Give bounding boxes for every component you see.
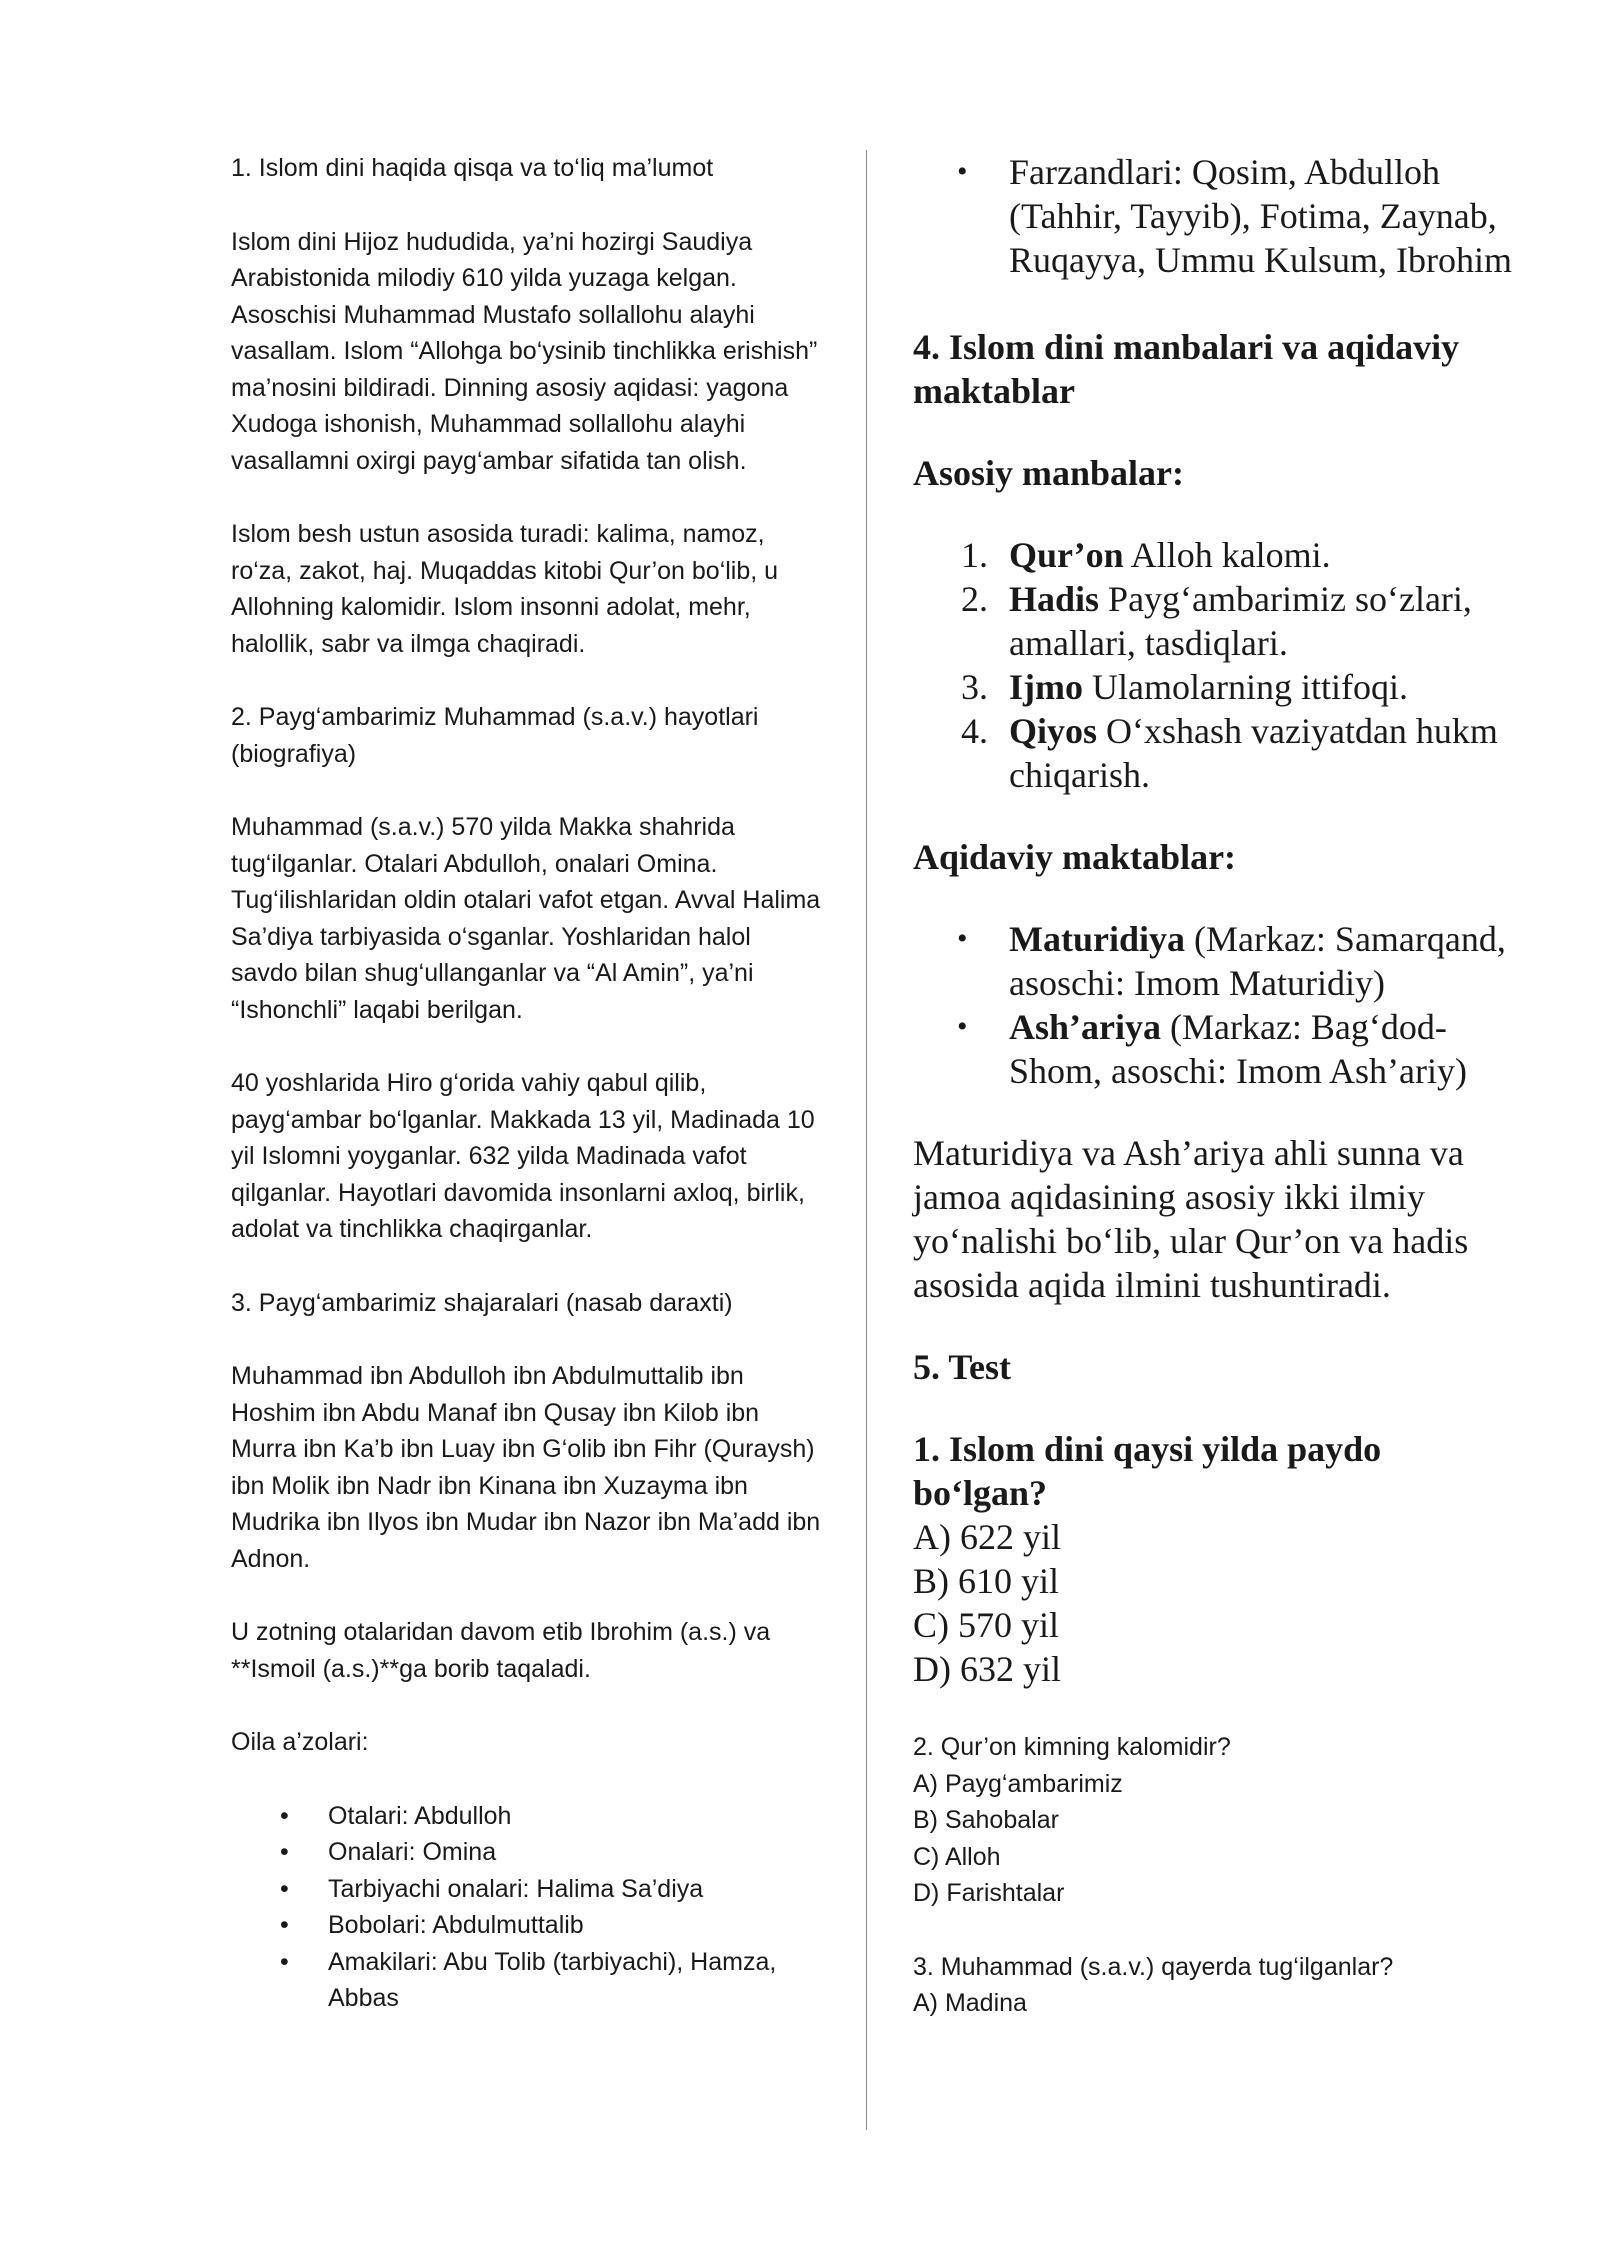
list-item: • Otalari: Abdulloh <box>231 1798 821 1835</box>
schools-list <box>913 917 1523 1093</box>
question-1-options <box>913 1515 1523 1691</box>
list-number: 1. <box>961 535 988 575</box>
section-1-heading: 1. Islom dini haqida qisqa va to‘liq ma’lumot <box>231 154 714 182</box>
list-item <box>913 917 1523 1005</box>
source-description: Alloh kalomi. <box>1123 535 1331 575</box>
question-3-block <box>913 1949 1523 2022</box>
list-number: 2. <box>961 579 988 619</box>
schools-heading: Aqidaviy maktablar: <box>913 837 1237 877</box>
source-name: Ijmo <box>1009 667 1083 707</box>
islam-intro-paragraph: Islom dini Hijoz hududida, ya’ni hozirgi Saudiya Arabistonida milodiy 610 yilda yuzaga kelgan. Asoschisi Muhammad Mustafo sollallohu alayhi vasallam. Islom “Allohga bo‘ysinib tinchlikka erishish” ma’nosini bildiradi. Dinning asosiy aqidasi: yagona Xudoga ishonish, Muhammad sollallohu alayhi vasallamni oxirgi payg‘ambar sifatida tan olish. <box>231 227 818 475</box>
source-name: Qiyos <box>1009 711 1098 751</box>
source-name: Qur’on <box>1009 535 1124 575</box>
list-item <box>913 533 1523 577</box>
school-name: Ash’ariya <box>1009 1007 1161 1047</box>
left-column <box>231 150 821 2017</box>
list-item <box>913 709 1523 797</box>
five-pillars-paragraph: Islom besh ustun asosida turadi: kalima, namoz, ro‘za, zakot, haj. Muqaddas kitobi Qur’on bo‘lib, u Allohning kalomidir. Islom insonni adolat, mehr, halollik, sabr va ilmga chaqiradi. <box>231 520 779 658</box>
answer-option: D) 632 yil <box>913 1649 1061 1689</box>
list-item <box>913 577 1523 665</box>
answer-option: D) Farishtalar <box>913 1879 1065 1907</box>
list-number: 3. <box>961 667 988 707</box>
answer-option: A) Payg‘ambarimiz <box>913 1769 1123 1798</box>
children-list <box>913 150 1523 282</box>
section-4-heading: 4. Islom dini manbalari va aqidaviy maktablar <box>913 327 1460 411</box>
question-1: 1. Islom dini qaysi yilda paydo bo‘lgan? <box>913 1429 1382 1513</box>
list-item: • Farzandlari: Qosim, Abdulloh (Tahhir, Tayyib), Fotima, Zaynab, Ruqayya, Ummu Kulsum, Ibrohim <box>913 150 1523 282</box>
list-item: • Bobolari: Abdulmuttalib <box>231 1907 821 1944</box>
family-members-label: Oila a’zolari: <box>231 1728 369 1756</box>
column-divider <box>866 150 867 2130</box>
biography-paragraph-2: 40 yoshlarida Hiro g‘orida vahiy qabul qilib, payg‘ambar bo‘lganlar. Makkada 13 yil, Madinada 10 yil Islomni yoyganlar. 632 yilda Madinada vafot qilganlar. Hayotlari davomida insonlarni axloq, birlik, adolat va tinchlikka chaqirganlar. <box>231 1069 815 1243</box>
answer-option: A) Madina <box>913 1989 1027 2017</box>
source-description: Ulamolarning ittifoqi. <box>1083 667 1408 707</box>
school-description: (Markaz: Samarqand, asoschi: Imom Maturidiy) <box>1009 919 1506 1003</box>
list-item: • Onalari: Omina <box>231 1834 821 1871</box>
list-item: • Amakilari: Abu Tolib (tarbiyachi), Hamza, Abbas <box>231 1944 821 2017</box>
list-number: 4. <box>961 711 988 751</box>
family-members-list <box>231 1798 821 2017</box>
sources-list <box>913 533 1523 797</box>
question-2-block <box>913 1729 1523 1912</box>
section-2-heading: 2. Payg‘ambarimiz Muhammad (s.a.v.) hayotlari (biografiya) <box>231 703 759 768</box>
list-item <box>913 665 1523 709</box>
source-description: Payg‘ambarimiz so‘zlari, amallari, tasdiqlari. <box>1009 579 1472 663</box>
school-name: Maturidiya <box>1009 919 1185 959</box>
list-item: • Tarbiyachi onalari: Halima Sa’diya <box>231 1871 821 1908</box>
right-column <box>913 150 1523 2022</box>
lineage-paragraph: Muhammad ibn Abdulloh ibn Abdulmuttalib ibn Hoshim ibn Abdu Manaf ibn Qusay ibn Kilob ibn Murra ibn Ka’b ibn Luay ibn G‘olib ibn Fihr (Quraysh) ibn Molik ibn Nadr ibn Kinana ibn Xuzayma ibn Mudrika ibn Ilyos ibn Mudar ibn Nazor ibn Ma’add ibn Adnon. <box>231 1362 821 1573</box>
answer-option: C) 570 yil <box>913 1605 1060 1645</box>
question-3: 3. Muhammad (s.a.v.) qayerda tug‘ilganlar? <box>913 1952 1394 1981</box>
section-3-heading: 3. Payg‘ambarimiz shajaralari (nasab daraxti) <box>231 1288 733 1317</box>
biography-paragraph-1: Muhammad (s.a.v.) 570 yilda Makka shahrida tug‘ilganlar. Otalari Abdulloh, onalari Omina. Tug‘ilishlaridan oldin otalari vafot etgan. Avval Halima Sa’diya tarbiyasida o‘sganlar. Yoshlaridan halol savdo bilan shug‘ullanganlar va “Al Amin”, ya’ni “Ishonchli” laqabi berilgan. <box>231 813 821 1024</box>
answer-option: C) Alloh <box>913 1842 1001 1871</box>
answer-option: A) 622 yil <box>913 1517 1061 1557</box>
sources-heading: Asosiy manbalar: <box>913 453 1185 493</box>
lineage-continuation-paragraph: U zotning otalaridan davom etib Ibrohim (a.s.) va **Ismoil (a.s.)**ga borib taqaladi. <box>231 1618 771 1683</box>
school-description: (Markaz: Bag‘dod-Shom, asoschi: Imom Ash’ariy) <box>1009 1007 1467 1091</box>
answer-option: B) 610 yil <box>913 1561 1060 1601</box>
source-name: Hadis <box>1009 579 1100 619</box>
list-item <box>913 1005 1523 1093</box>
section-5-heading: 5. Test <box>913 1347 1012 1387</box>
schools-paragraph: Maturidiya va Ash’ariya ahli sunna va jamoa aqidasining asosiy ikki ilmiy yo‘nalishi bo‘lib, ular Qur’on va hadis asosida aqida ilmini tushuntiradi. <box>913 1133 1469 1305</box>
question-2: 2. Qur’on kimning kalomidir? <box>913 1733 1231 1761</box>
source-description: O‘xshash vaziyatdan hukm chiqarish. <box>1009 711 1498 795</box>
answer-option: B) Sahobalar <box>913 1806 1059 1834</box>
